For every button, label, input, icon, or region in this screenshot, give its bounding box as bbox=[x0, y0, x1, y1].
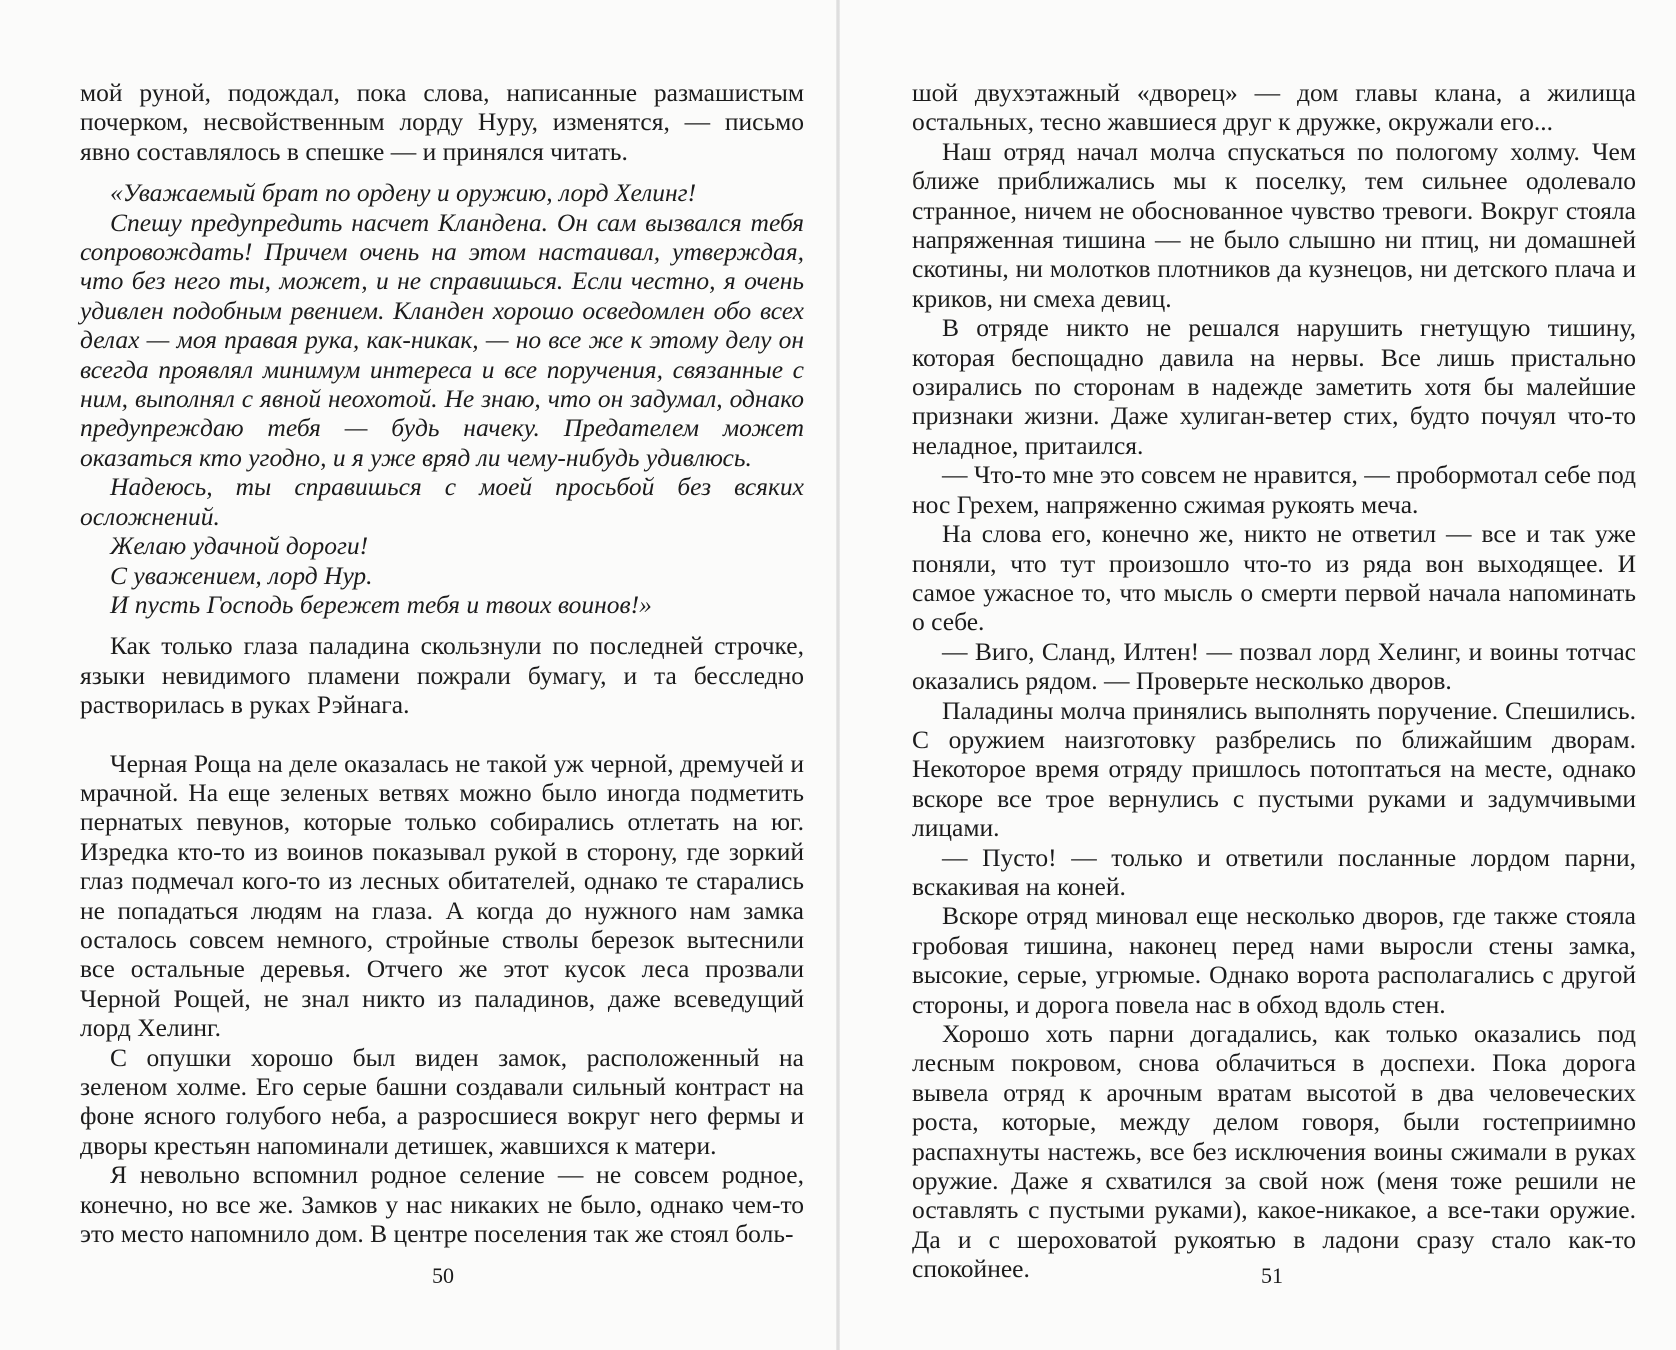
right-paragraph: Наш отряд начал молча спускаться по пологому холму. Чем ближе приближались мы к поселку, тем сильнее одолевало странное, ничем не обоснованное чувство тревоги. Вокруг стояла напряженная тишина — не было слышно ни птиц, ни домашней скотины, ни молотков плотников да кузнецов, ни детского плача и криков, ни смеха девиц. bbox=[912, 136, 1636, 313]
section-paragraph-3: Я невольно вспомнил родное селение — не совсем родное, конечно, но все же. Замков у нас никаких не было, однако чем-то это место напомнило дом. В центре поселения так же стоял боль- bbox=[80, 1160, 804, 1249]
letter-body-2: Надеюсь, ты справишься с моей просьбой без всяких осложнений. bbox=[80, 472, 804, 531]
letter-block bbox=[80, 178, 804, 619]
book-gutter bbox=[836, 0, 840, 1350]
letter-closing-1: Желаю удачной дороги! bbox=[110, 531, 369, 561]
right-paragraph: В отряде никто не решался нарушить гнетущую тишину, которая беспощадно давила на нервы. Все лишь пристально озирались по сторонам в надежде заметить хотя бы малейшие признаки жизни. Даже хулиган-ветер стих, будто почуял что-то неладное, притаился. bbox=[912, 313, 1636, 460]
right-paragraph: — Виго, Сланд, Илтен! — позвал лорд Хелинг, и воины тотчас оказались рядом. — Проверьте несколько дворов. bbox=[912, 636, 1636, 696]
letter-body-1: Спешу предупредить насчет Кландена. Он сам вызвался тебя сопровождать! Причем очень на этом настаивал, утверждая, что без него ты, может, и не справишься. Если честно, я очень удивлен подобным рвением. Кланден хорошо осведомлен обо всех делах — моя правая рука, как-никак, — но все же к этому делу он всегда проявлял минимум интереса и все поручения, связанные с ним, выполнял с явной неохотой. Не знаю, что он задумал, однако предупреждаю тебя — будь начеку. Предателем может оказаться кто угодно, и я уже вряд ли чему-нибудь удивлюсь. bbox=[80, 207, 804, 472]
right-page bbox=[912, 78, 1636, 1284]
section-break bbox=[80, 720, 804, 749]
right-paragraph: Вскоре отряд миновал еще несколько дворов, где также стояла гробовая тишина, наконец перед нами выросли стены замка, высокие, серые, угрюмые. Однако ворота располагались с другой стороны, и дорога повела нас в обход вдоль стен. bbox=[912, 901, 1636, 1019]
right-paragraph: — Пусто! — только и ответили посланные лордом парни, вскакивая на коней. bbox=[912, 842, 1636, 901]
left-opening-paragraph: мой руной, подождал, пока слова, написанные размашистым почерком, несвойственным лорду Нуру, изменятся, — письмо явно составлялось в спешке — и принялся читать. bbox=[80, 78, 804, 166]
paragraph-after-letter: Как только глаза паладина скользнули по последней строчке, языки невидимого пламени пожрали бумагу, и та бесследно растворилась в руках Рэйнага. bbox=[80, 631, 804, 720]
letter-closing-3: И пусть Господь бережет тебя и твоих воинов!» bbox=[110, 589, 652, 619]
right-opening-paragraph: шой двухэтажный «дворец» — дом главы клана, а жилища остальных, тесно жавшиеся друг к дружке, окружали его... bbox=[912, 78, 1636, 137]
right-paragraph: Паладины молча принялись выполнять поручение. Спешились. С оружием наизготовку разбрелись по ближайшим дворам. Некоторое время отряду пришлось потоптаться на месте, однако вскоре все трое вернулись с пустыми руками и задумчивыми лицами. bbox=[912, 695, 1636, 843]
letter-closing-2: С уважением, лорд Нур. bbox=[110, 560, 373, 590]
right-paragraph: На слова его, конечно же, никто не ответил — все и так уже поняли, что тут произошло что-то из ряда вон выходящее. И самое ужасное то, что мысль о смерти первой начала напоминать о себе. bbox=[912, 519, 1636, 637]
right-paragraph: — Что-то мне это совсем не нравится, — пробормотал себе под нос Грехем, напряженно сжимая рукоять меча. bbox=[912, 460, 1636, 519]
section-paragraph-1: Черная Роща на деле оказалась не такой уж черной, дремучей и мрачной. На еще зеленых ветвях можно было иногда подметить пернатых певунов, которые только собирались отлетать на юг. Изредка кто-то из воинов показывал рукой в сторону, где зоркий глаз подмечал кого-то из лесных обитателей, однако те старались не попадаться людям на глаза. А когда до нужного нам замка осталось совсем немного, стройные стволы березок вытеснили все остальные деревья. Отчего же этот кусок леса прозвали Черной Рощей, не знал никто из паладинов, даже всеведущий лорд Хелинг. bbox=[80, 748, 804, 1043]
page-number-left: 50 bbox=[432, 1263, 454, 1288]
left-page bbox=[80, 78, 804, 1248]
page-number-right: 51 bbox=[1261, 1263, 1283, 1288]
section-paragraph-2: С опушки хорошо был виден замок, расположенный на зеленом холме. Его серые башни создавали сильный контраст на фоне ясного голубого неба, а разросшиеся вокруг него фермы и дворы крестьян напоминали детишек, жавшихся к матери. bbox=[80, 1042, 804, 1160]
letter-greeting: «Уважаемый брат по ордену и оружию, лорд Хелинг! bbox=[110, 178, 697, 208]
right-paragraph: Хорошо хоть парни догадались, как только оказались под лесным покровом, снова облачиться в доспехи. Пока дорога вывела отряд к арочным вратам высотой в два человеческих роста, которые, между делом говоря, были гостеприимно распахнуты настежь, все без исключения воины сжимали в руках оружие. Даже я схватился за свой нож (меня тоже решили не оставлять с пустыми руками), какое-никакое, а все-таки оружие. Да и с шероховатой рукоятью в ладони сразу стало как-то спокойнее. bbox=[912, 1019, 1636, 1284]
